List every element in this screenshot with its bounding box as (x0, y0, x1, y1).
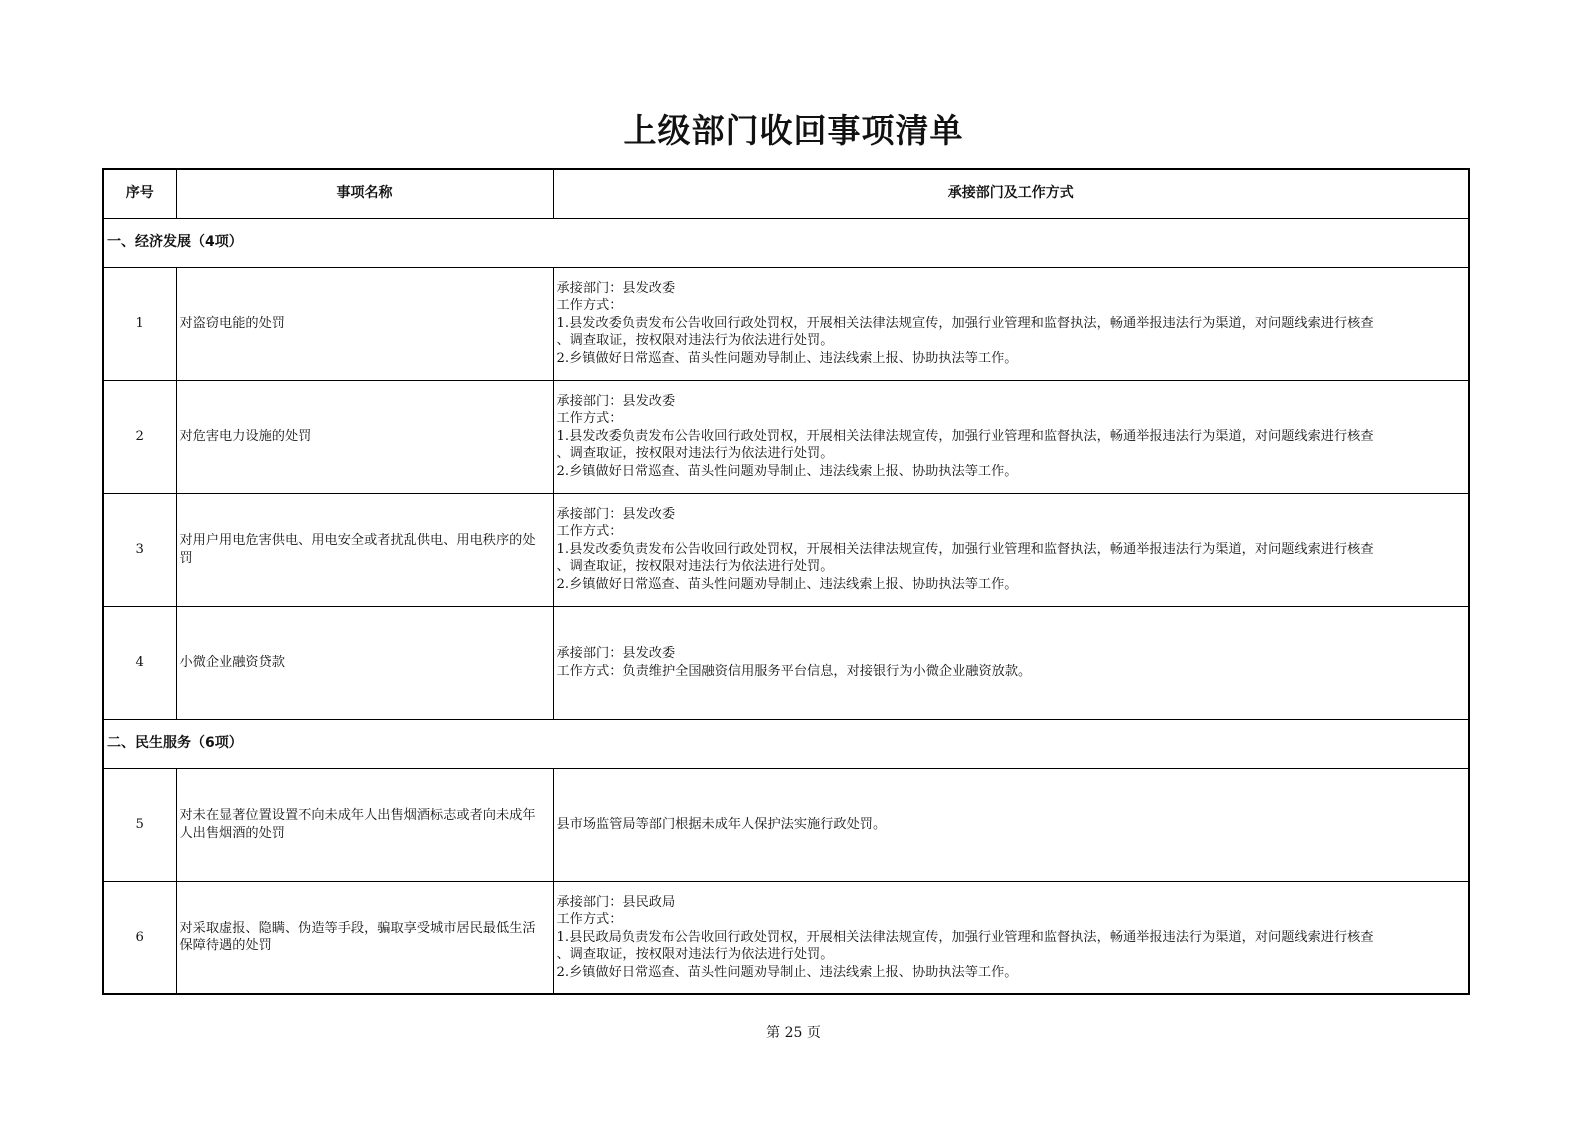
item-detail (553, 768, 1469, 881)
item-detail (553, 881, 1469, 994)
header-name: 事项名称 (176, 169, 553, 218)
page-number: 第 25 页 (766, 1025, 821, 1041)
header-detail: 承接部门及工作方式 (553, 169, 1469, 218)
table-row (103, 267, 1469, 380)
detail-line: 承接部门：县发改委 (556, 280, 676, 296)
detail-line: 县市场监管局等部门根据未成年人保护法实施行政处罚。 (556, 816, 887, 832)
item-detail (553, 267, 1469, 380)
detail-line: 1.县发改委负责发布公告收回行政处罚权，开展相关法律法规宣传，加强行业管理和监督执法，畅通举报违法行为渠道，对问题线索进行核查 (556, 428, 1374, 444)
detail-line: 工作方式： (556, 912, 623, 927)
detail-line: 、调查取证，按权限对违法行为依法进行处罚。 (556, 559, 834, 575)
item-name: 对危害电力设施的处罚 (176, 380, 553, 493)
item-seq: 1 (103, 267, 176, 380)
page-title: 上级部门收回事项清单 (623, 111, 964, 150)
item-detail (553, 380, 1469, 493)
section-row (103, 719, 1469, 768)
detail-line: 2.乡镇做好日常巡查、苗头性问题劝导制止、违法线索上报、协助执法等工作。 (556, 463, 1018, 479)
section-row (103, 218, 1469, 267)
item-seq: 4 (103, 606, 176, 719)
item-name: 对用户用电危害供电、用电安全或者扰乱供电、用电秩序的处罚 (176, 493, 553, 606)
table-row (103, 768, 1469, 881)
detail-line: 2.乡镇做好日常巡查、苗头性问题劝导制止、违法线索上报、协助执法等工作。 (556, 350, 1018, 366)
table-row (103, 881, 1469, 994)
detail-line: 1.县发改委负责发布公告收回行政处罚权，开展相关法律法规宣传，加强行业管理和监督执法，畅通举报违法行为渠道，对问题线索进行核查 (556, 315, 1374, 331)
table-row (103, 380, 1469, 493)
detail-line: 工作方式： (556, 524, 623, 540)
section-label: 二、民生服务（6项） (103, 719, 1469, 768)
item-name: 对盗窃电能的处罚 (176, 267, 553, 380)
detail-line: 承接部门：县发改委 (556, 646, 676, 661)
item-name: 对未在显著位置设置不向未成年人出售烟酒标志或者向未成年人出售烟酒的处罚 (176, 768, 553, 881)
detail-line: 、调查取证，按权限对违法行为依法进行处罚。 (556, 333, 834, 349)
detail-line: 工作方式： (556, 298, 623, 314)
detail-line: 工作方式：负责维护全国融资信用服务平台信息，对接银行为小微企业融资放款。 (556, 663, 1032, 679)
item-seq: 5 (103, 768, 176, 881)
item-seq: 6 (103, 881, 176, 994)
detail-line: 工作方式： (556, 411, 623, 427)
detail-line: 2.乡镇做好日常巡查、苗头性问题劝导制止、违法线索上报、协助执法等工作。 (556, 964, 1018, 980)
detail-line: 承接部门：县发改委 (556, 393, 676, 409)
table-body (103, 218, 1469, 994)
item-seq: 3 (103, 493, 176, 606)
item-name: 小微企业融资贷款 (176, 606, 553, 719)
header-seq: 序号 (103, 169, 176, 218)
matters-table (102, 168, 1470, 995)
detail-line: 1.县民政局负责发布公告收回行政处罚权，开展相关法律法规宣传，加强行业管理和监督执法，畅通举报违法行为渠道，对问题线索进行核查 (556, 929, 1374, 945)
detail-line: 承接部门：县发改委 (556, 506, 676, 522)
item-detail (553, 606, 1469, 719)
detail-line: 、调查取证，按权限对违法行为依法进行处罚。 (556, 446, 834, 462)
table-header-row (103, 169, 1469, 218)
item-detail (553, 493, 1469, 606)
detail-line: 1.县发改委负责发布公告收回行政处罚权，开展相关法律法规宣传，加强行业管理和监督执法，畅通举报违法行为渠道，对问题线索进行核查 (556, 541, 1374, 557)
detail-line: 2.乡镇做好日常巡查、苗头性问题劝导制止、违法线索上报、协助执法等工作。 (556, 576, 1018, 592)
detail-line: 承接部门：县民政局 (556, 894, 676, 910)
section-label: 一、经济发展（4项） (103, 218, 1469, 267)
table-row (103, 606, 1469, 719)
item-seq: 2 (103, 380, 176, 493)
table-row (103, 493, 1469, 606)
detail-line: 、调查取证，按权限对违法行为依法进行处罚。 (556, 947, 834, 962)
item-name: 对采取虚报、隐瞒、伪造等手段，骗取享受城市居民最低生活保障待遇的处罚 (176, 881, 553, 994)
